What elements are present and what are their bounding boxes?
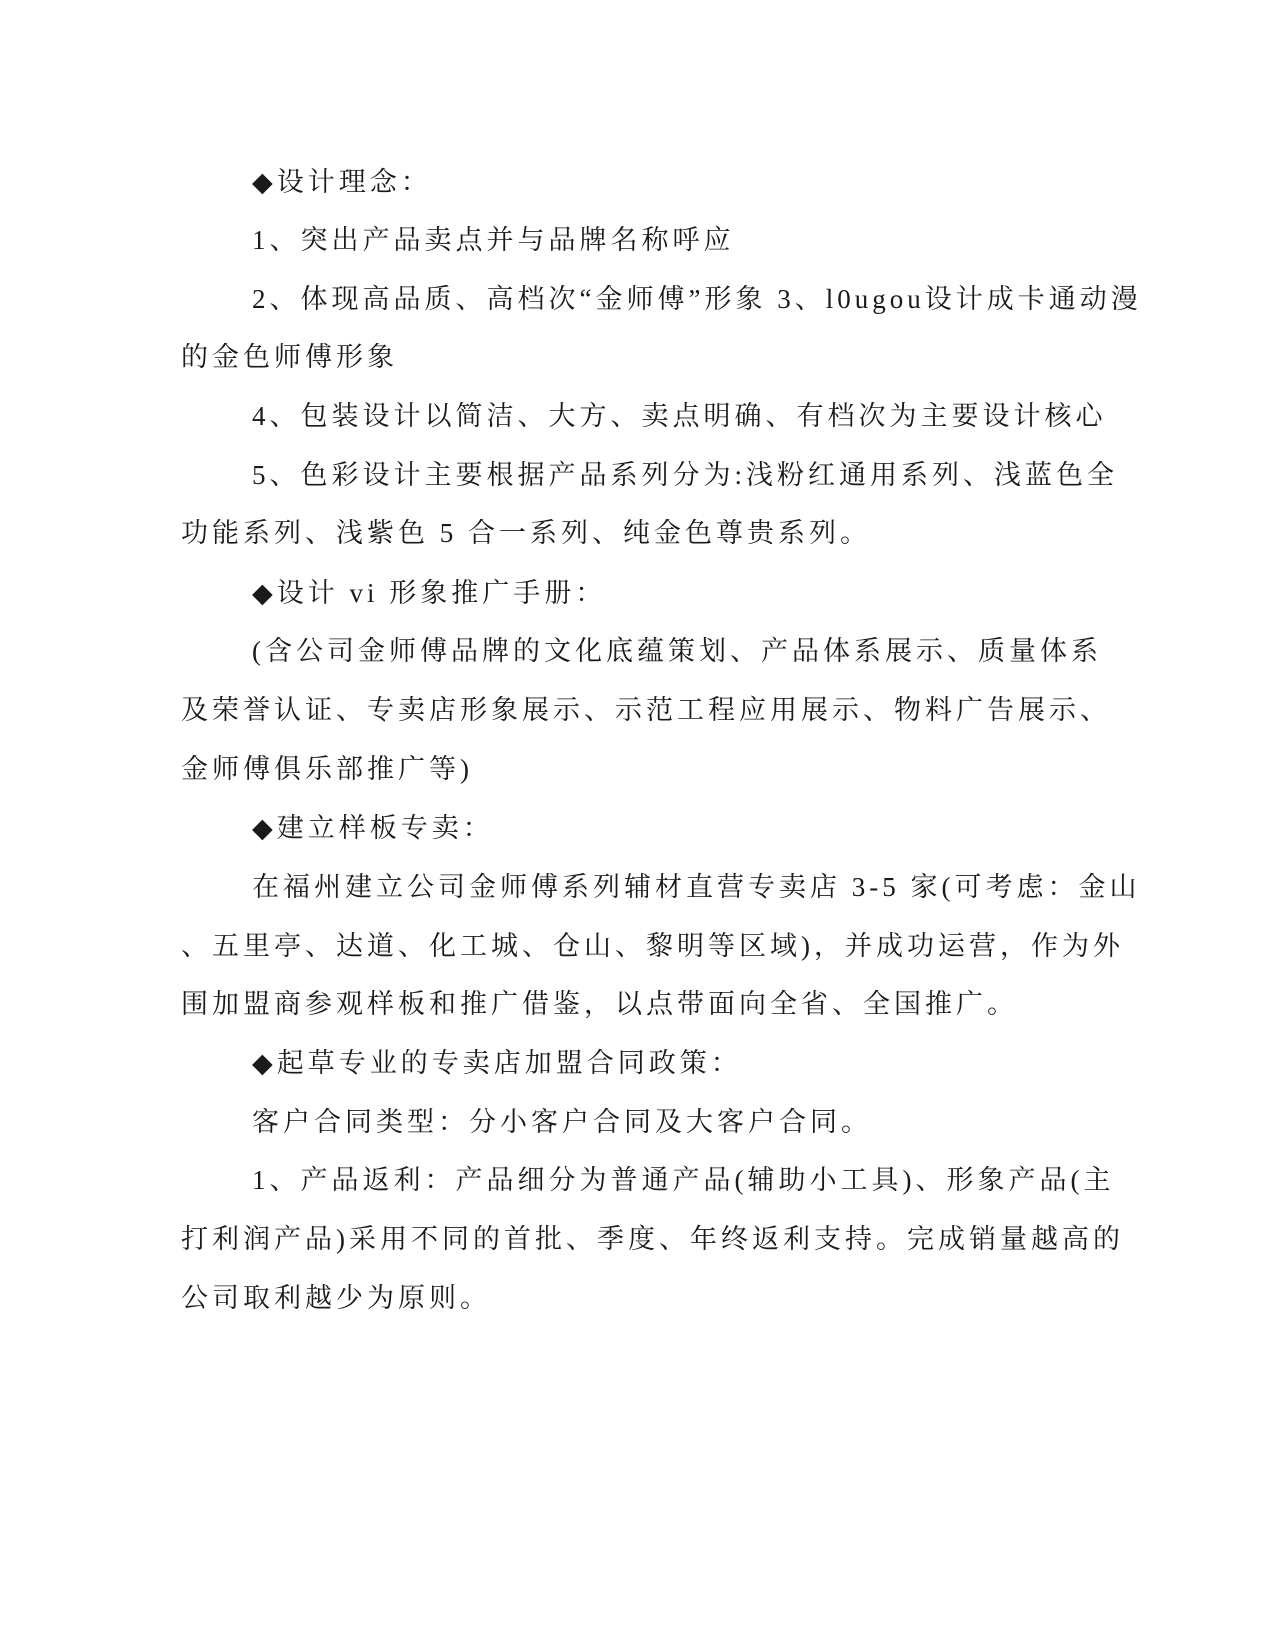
heading-design-concept: ◆设计理念： xyxy=(252,167,432,197)
heading-franchise-contract: ◆起草专业的专卖店加盟合同政策： xyxy=(252,1048,742,1078)
paragraph-line: 功能系列、浅紫色 5 合一系列、纯金色尊贵系列。 xyxy=(181,518,871,548)
paragraph-line: 围加盟商参观样板和推广借鉴，以点带面向全省、全国推广。 xyxy=(181,989,1018,1019)
paragraph-line: 1、产品返利：产品细分为普通产品(辅助小工具)、形象产品(主 xyxy=(252,1165,1115,1195)
paragraph-line: 公司取利越少为原则。 xyxy=(181,1283,491,1313)
paragraph-line: 打利润产品)采用不同的首批、季度、年终返利支持。完成销量越高的 xyxy=(181,1224,1124,1254)
paragraph-line: 、五里亭、达道、化工城、仓山、黎明等区域)，并成功运营，作为外 xyxy=(181,931,1124,961)
paragraph-line: 的金色师傅形象 xyxy=(181,342,398,372)
heading-vi-manual: ◆设计 vi 形象推广手册： xyxy=(252,578,607,608)
paragraph-line: 4、包装设计以简洁、大方、卖点明确、有档次为主要设计核心 xyxy=(252,401,1107,431)
paragraph-line: 5、色彩设计主要根据产品系列分为:浅粉红通用系列、浅蓝色全 xyxy=(252,460,1119,490)
paragraph-line: 在福州建立公司金师傅系列辅材直营专卖店 3-5 家(可考虑：金山 xyxy=(252,872,1141,902)
heading-sample-store: ◆建立样板专卖： xyxy=(252,813,494,843)
paragraph-line: 及荣誉认证、专卖店形象展示、示范工程应用展示、物料广告展示、 xyxy=(181,695,1111,725)
paragraph-line: (含公司金师傅品牌的文化底蕴策划、产品体系展示、质量体系 xyxy=(252,636,1102,666)
paragraph-line: 金师傅俱乐部推广等) xyxy=(181,754,473,784)
paragraph-line: 2、体现高品质、高档次“金师傅”形象 3、l0ugou设计成卡通动漫 xyxy=(252,284,1142,314)
paragraph-line: 1、突出产品卖点并与品牌名称呼应 xyxy=(252,225,735,255)
paragraph-line: 客户合同类型：分小客户合同及大客户合同。 xyxy=(252,1107,872,1137)
